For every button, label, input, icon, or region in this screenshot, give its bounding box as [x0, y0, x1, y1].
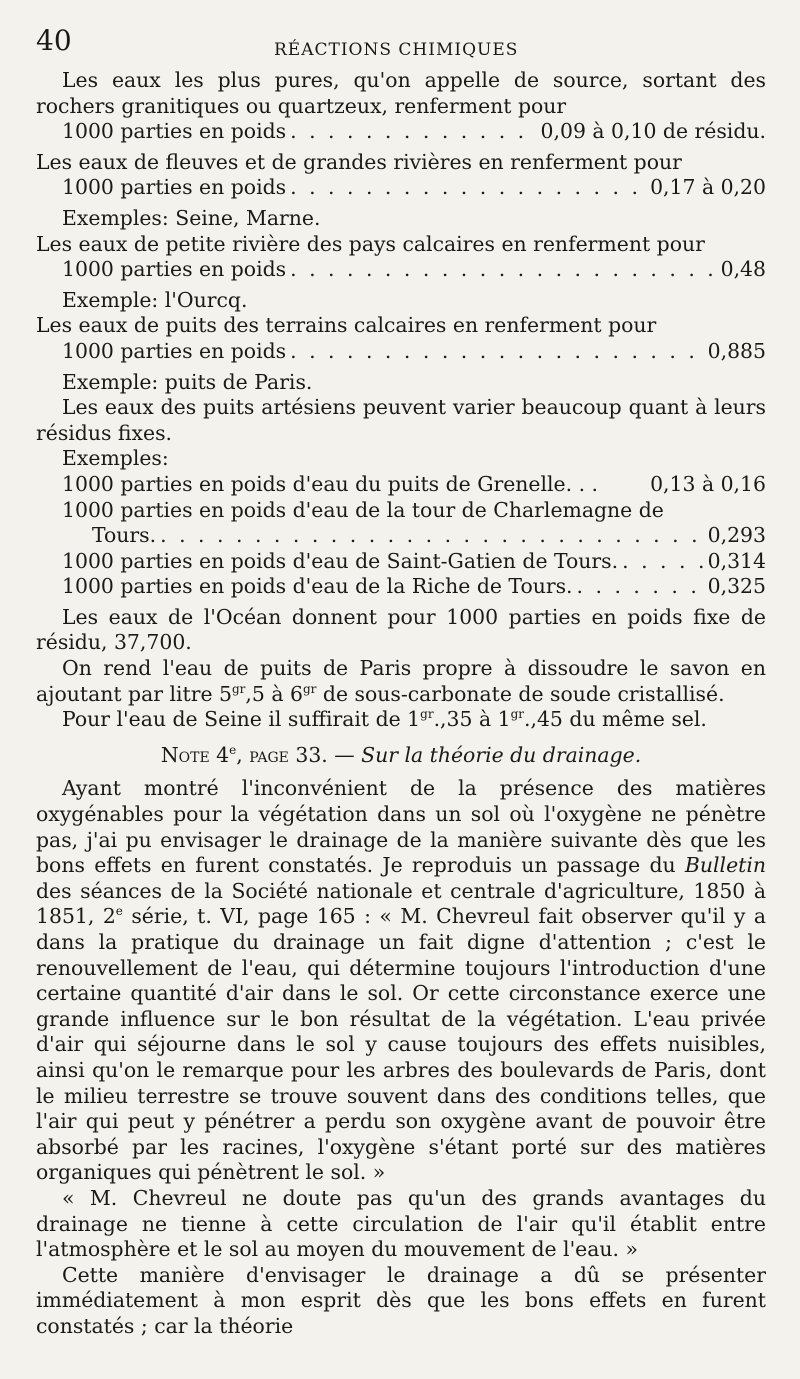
gatien-value: 0,314 [707, 548, 766, 573]
note-heading: Note 4e, page 33. — Sur la théorie du drainage. [160, 742, 642, 767]
fleuves-label: 1000 parties en poids [62, 175, 287, 200]
leader-dots [290, 175, 646, 201]
source-intro: Les eaux les plus pures, qu'on appelle de source, sortant des rochers granitiques ou quartzeux, renferment pour [36, 68, 766, 118]
leader-dots [290, 257, 716, 283]
grenelle-label: 1000 parties en poids d'eau du puits de Grenelle. . . [62, 471, 599, 496]
riche-value: 0,325 [707, 574, 766, 599]
petite-example: Exemple: l'Ourcq. [62, 287, 248, 312]
charlemagne-value: 0,293 [707, 523, 766, 548]
puits-value: 0,885 [707, 338, 766, 363]
leader-dots [290, 119, 536, 145]
gatien-label: 1000 parties en poids d'eau de Saint-Gatien de Tours. [62, 548, 619, 573]
seine-paragraph: Pour l'eau de Seine il suffirait de $1^{gr}.,35$ à $1^{gr}.,45$ du même sel. [62, 707, 707, 732]
note-paragraph-2: « M. Chevreul ne doute pas qu'un des grands avantages du drainage ne tienne à cette circulation de l'air qu'il établit entre l'atmosphère et le sol au moyen du mouvement de l'eau. » [36, 1185, 766, 1262]
petite-row [36, 257, 766, 283]
charlemagne-label: Tours. [92, 523, 157, 548]
charlemagne-line: 1000 parties en poids d'eau de la tour de Charlemagne de [62, 497, 664, 522]
bulletin-title: Bulletin [684, 853, 766, 878]
page-header [36, 24, 766, 68]
puits-label: 1000 parties en poids [62, 338, 287, 363]
note-label: Note 4 [160, 742, 230, 767]
puits-row [36, 339, 766, 365]
charlemagne-row [36, 523, 766, 549]
examples-label: Exemples: [62, 446, 169, 471]
running-title: RÉACTIONS CHIMIQUES [274, 40, 519, 60]
leader-dots [160, 523, 704, 549]
petite-label: 1000 parties en poids [62, 257, 287, 282]
note-paragraph-3: Cette manière d'envisager le drainage a dû se présenter immédiatement à mon esprit dès que les bons effets en furent constatés ; car la théorie [36, 1262, 766, 1338]
note-paragraph-1: Ayant montré l'inconvénient de la présence des matières oxygénables pour la végétation dans un sol où l'oxygène ne pénètre pas, j'ai pu envisager le drainage de la manière suivante dès que les bons effets en furent constatés. Je reproduis un passage du Bulletin des séances de la Société nationale et centrale d'agriculture, 1850 à 1851, 2e série, t. VI, page 165 : « M. Chevreul fait observer qu'il y a dans la pratique du drainage un fait digne d'attention ; c'est le renouvellement de l'eau, qui détermine toujours l'introduction d'une certaine quantité d'air dans le sol. Or cette circonstance exerce une grande influence sur le bon résultat de la végétation. L'eau privée d'air qui séjourne dans le sol y cause toujours des effets nuisibles, ainsi qu'on le remarque pour les arbres des boulevards de Paris, dont le milieu terrestre se trouve souvent dans des conditions telles, que l'air qui peut y pénétrer a perdu son oxygène avant de pouvoir être absorbé par les racines, l'oxygène s'étant porté sur des matières organiques qui pénètrent le sol. » [36, 776, 766, 1185]
page-number: 40 [36, 24, 72, 57]
ocean-paragraph: Les eaux de l'Océan donnent pour 1000 parties en poids fixe de résidu, 37,700. [36, 604, 766, 655]
fleuves-value: 0,17 à 0,20 [650, 175, 766, 200]
leader-dots [622, 549, 704, 575]
leader-dots [290, 339, 704, 365]
note-title: Sur la théorie du drainage. [361, 742, 642, 767]
leader-dots [577, 574, 704, 600]
riche-row [36, 574, 766, 600]
source-label: 1000 parties en poids [62, 119, 287, 144]
note-page: , page 33. — [236, 742, 355, 767]
gatien-row [36, 549, 766, 575]
source-value: 0,09 à 0,10 de résidu. [540, 119, 766, 144]
petite-value: 0,48 [720, 257, 766, 282]
fleuves-intro: Les eaux de fleuves et de grandes rivières en renferment pour [36, 149, 682, 174]
grenelle-row [36, 472, 766, 498]
grenelle-value: 0,13 à 0,16 [650, 471, 766, 496]
fleuves-row [36, 175, 766, 201]
savon-paragraph: On rend l'eau de puits de Paris propre à dissoudre le savon en ajoutant par litre $5^{gr},5$ à $6^{gr}$ de sous-carbonate de soude cristallisé. [36, 656, 766, 706]
artesiens-paragraph: Les eaux des puits artésiens peuvent varier beaucoup quant à leurs résidus fixes. [36, 395, 766, 445]
puits-example: Exemple: puits de Paris. [62, 369, 313, 394]
fleuves-examples: Exemples: Seine, Marne. [62, 205, 321, 230]
puits-intro: Les eaux de puits des terrains calcaires en renferment pour [36, 313, 657, 338]
source-row [36, 119, 766, 145]
riche-label: 1000 parties en poids d'eau de la Riche de Tours. [62, 574, 573, 599]
petite-intro: Les eaux de petite rivière des pays calcaires en renferment pour [36, 231, 705, 256]
